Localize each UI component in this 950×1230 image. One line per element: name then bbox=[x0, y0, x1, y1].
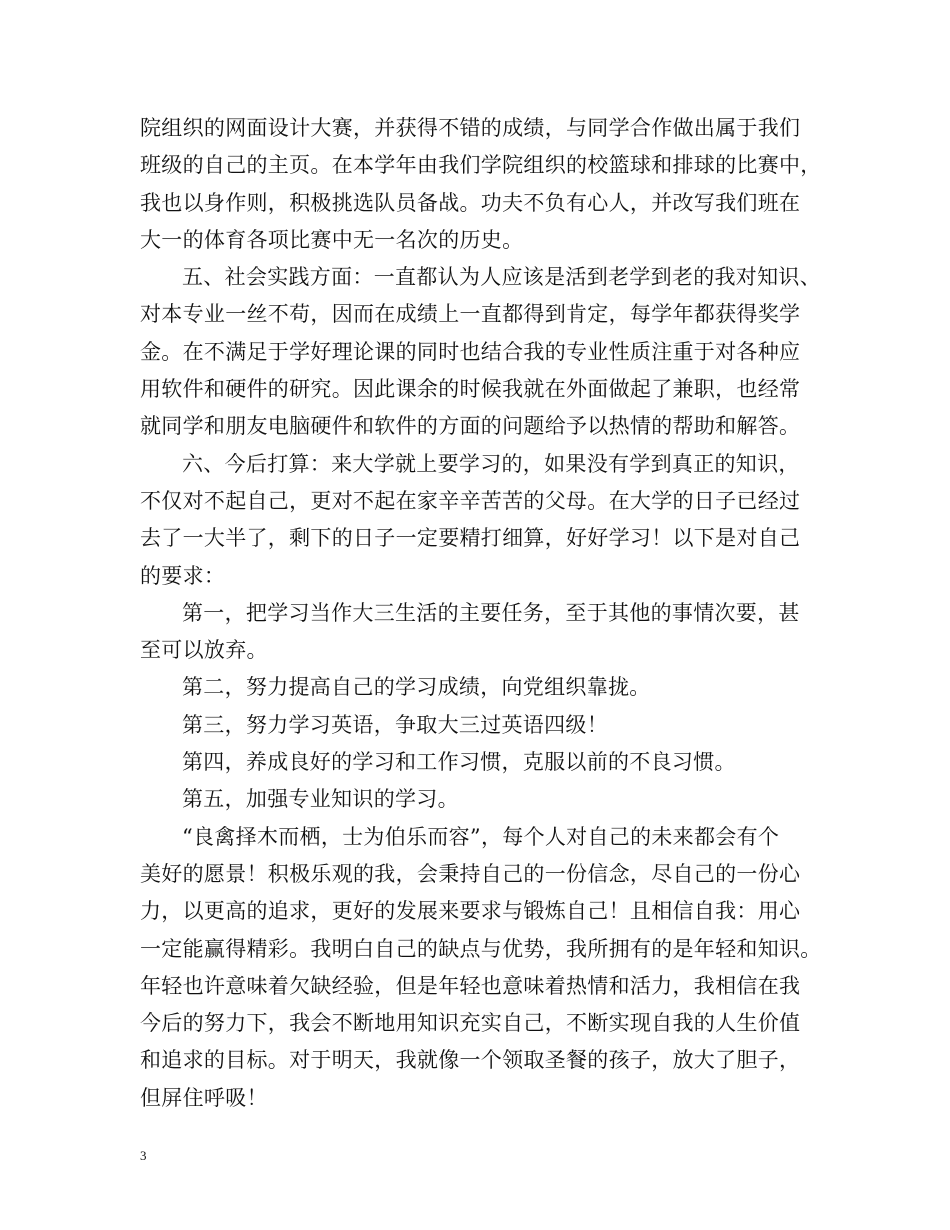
text-line: 就同学和朋友电脑硬件和软件的方面的问题给予以热情的帮助和解答。 bbox=[140, 414, 801, 439]
text-line: 大一的体育各项比赛中无一名次的历史。 bbox=[140, 227, 524, 252]
text-line: 一定能赢得精彩。我明白自己的缺点与优势，我所拥有的是年轻和知识。 bbox=[140, 936, 822, 961]
text-line: 用软件和硬件的研究。因此课余的时候我就在外面做起了兼职，也经常 bbox=[140, 377, 801, 402]
text-line: 美好的愿景！积极乐观的我，会秉持自己的一份信念，尽自己的一份心 bbox=[140, 861, 801, 886]
text-line: 但屏住呼吸！ bbox=[140, 1085, 268, 1110]
text-line: 第二，努力提高自己的学习成绩，向党组织靠拢。 bbox=[182, 675, 651, 700]
text-line: 我也以身作则，积极挑选队员备战。功夫不负有心人，并改写我们班在 bbox=[140, 190, 801, 215]
text-line: 班级的自己的主页。在本学年由我们学院组织的校篮球和排球的比赛中， bbox=[140, 153, 822, 178]
text-line: 不仅对不起自己，更对不起在家辛辛苦苦的父母。在大学的日子已经过 bbox=[140, 488, 801, 513]
text-line: 第五，加强专业知识的学习。 bbox=[182, 787, 459, 812]
text-line: 院组织的网面设计大赛，并获得不错的成绩，与同学合作做出属于我们 bbox=[140, 116, 801, 140]
text-line: 对本专业一丝不苟，因而在成绩上一直都得到肯定，每学年都获得奖学 bbox=[140, 302, 801, 327]
page-number: 3 bbox=[140, 1148, 147, 1163]
text-line: 六、今后打算：来大学就上要学习的，如果没有学到真正的知识， bbox=[182, 451, 800, 476]
text-line: 第三，努力学习英语，争取大三过英语四级！ bbox=[182, 712, 608, 737]
text-line: 至可以放弃。 bbox=[140, 638, 268, 663]
text-line: 的要求： bbox=[140, 563, 226, 588]
document-body bbox=[140, 110, 830, 1117]
text-line: 第四，养成良好的学习和工作习惯，克服以前的不良习惯。 bbox=[182, 750, 736, 775]
text-line: “良禽择木而栖，士为伯乐而容”，每个人对自己的未来都会有个 bbox=[182, 824, 780, 849]
text-line: 第一，把学习当作大三生活的主要任务，至于其他的事情次要，甚 bbox=[182, 600, 800, 625]
text-line: 和追求的目标。对于明天，我就像一个领取圣餐的孩子，放大了胆子， bbox=[140, 1048, 801, 1073]
text-line: 金。在不满足于学好理论课的同时也结合我的专业性质注重于对各种应 bbox=[140, 339, 801, 364]
text-line: 去了一大半了，剩下的日子一定要精打细算，好好学习！以下是对自己 bbox=[140, 526, 801, 551]
text-line: 年轻也许意味着欠缺经验，但是年轻也意味着热情和活力，我相信在我 bbox=[140, 973, 801, 998]
text-line: 五、社会实践方面：一直都认为人应该是活到老学到老的我对知识、 bbox=[182, 265, 821, 290]
text-line: 力，以更高的追求，更好的发展来要求与锻炼自己！且相信自我：用心 bbox=[140, 899, 801, 924]
text-line: 今后的努力下，我会不断地用知识充实自己，不断实现自我的人生价值 bbox=[140, 1011, 801, 1036]
